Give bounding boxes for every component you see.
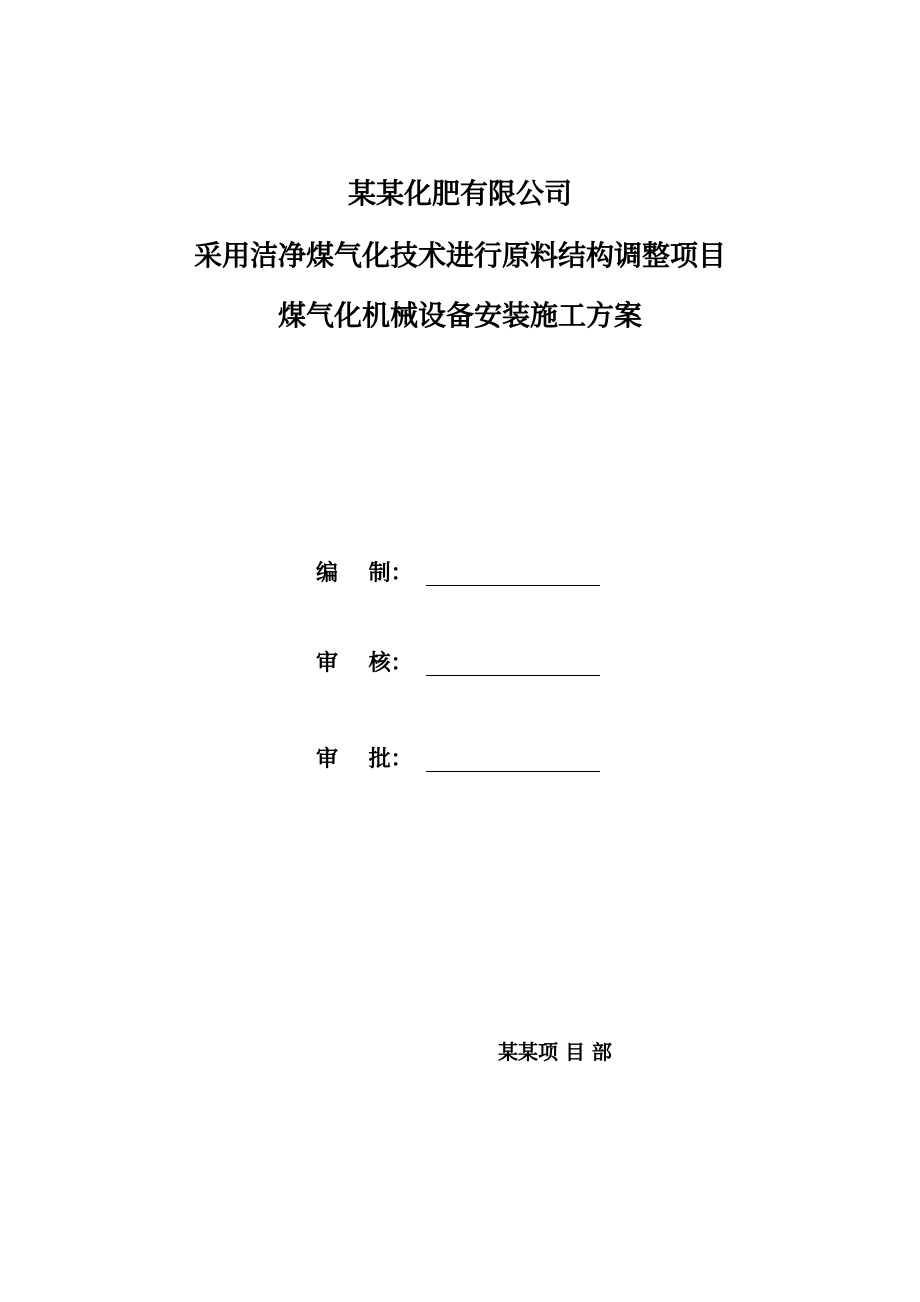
signature-row-prepared bbox=[316, 554, 600, 584]
signature-line-reviewed bbox=[426, 655, 600, 676]
plan-title: 煤气化机械设备安装施工方案 bbox=[277, 299, 642, 332]
signature-line-prepared bbox=[426, 565, 600, 586]
project-department-footer: 某某项 目 部 bbox=[498, 1040, 612, 1064]
signature-row-reviewed bbox=[316, 644, 600, 674]
company-title: 某某化肥有限公司 bbox=[347, 177, 572, 210]
signature-row-approved bbox=[316, 740, 600, 770]
signature-label-prepared: 编 制： bbox=[316, 560, 413, 586]
signature-label-approved: 审 批： bbox=[316, 746, 413, 772]
project-title: 采用洁净煤气化技术进行原料结构调整项目 bbox=[193, 239, 726, 272]
signature-line-approved bbox=[426, 751, 600, 772]
signature-label-reviewed: 审 核： bbox=[316, 650, 413, 676]
